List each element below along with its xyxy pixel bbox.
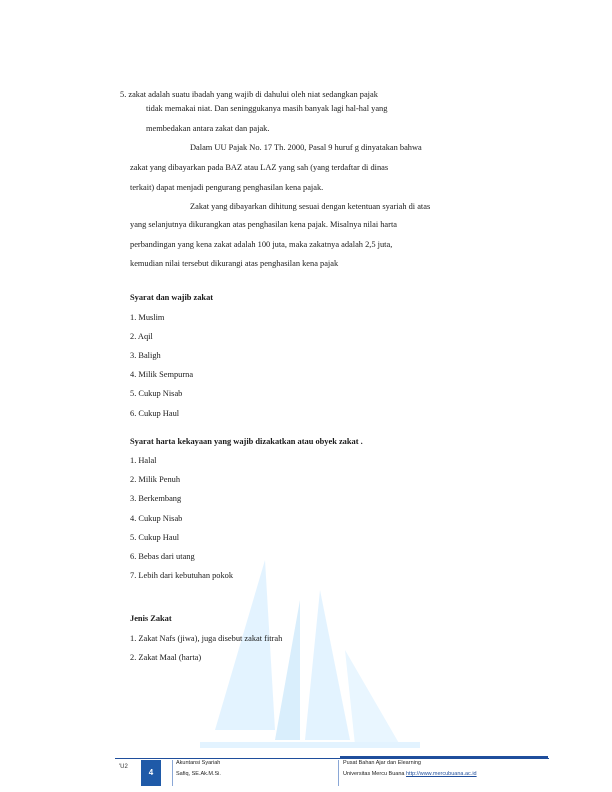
body-line: zakat yang dibayarkan pada BAZ atau LAZ yang sah (yang terdaftar di dinas [130,163,389,172]
section-heading: Jenis Zakat [130,614,172,623]
body-line: 5. zakat adalah suatu ibadah yang wajib di dahului oleh niat sedangkan pajak [120,90,378,99]
page-number: 4 [141,760,161,786]
footer-rule [340,756,548,758]
body-line: Dalam UU Pajak No. 17 Th. 2000, Pasal 9 huruf g dinyatakan bahwa [190,143,422,152]
list-item: 3. Berkembang [130,494,182,503]
university-logo: 'U2 [119,764,128,770]
list-item: 2. Zakat Maal (harta) [130,653,202,662]
university-name: Universitas Mercu Buana [343,771,405,777]
list-item: 4. Milik Sempurna [130,370,194,379]
author-name: Safiq, SE.Ak.M.Si. [176,771,221,777]
list-item: 6. Cukup Haul [130,409,180,418]
list-item: 4. Cukup Nisab [130,514,183,523]
body-line: perbandingan yang kena zakat adalah 100 juta, maka zakatnya adalah 2,5 juta, [130,240,393,249]
list-item: 5. Cukup Nisab [130,389,183,398]
list-item: 3. Baligh [130,351,161,360]
list-item: 2. Aqil [130,332,153,341]
footer-divider [338,760,339,786]
list-item: 6. Bebas dari utang [130,552,195,561]
page-footer [0,748,612,792]
body-line: tidak memakai niat. Dan seninggukanya masih banyak lagi hal-hal yang [146,104,388,113]
list-item: 1. Zakat Nafs (jiwa), juga disebut zakat fitrah [130,634,283,643]
list-item: 5. Cukup Haul [130,533,180,542]
footer-divider [172,760,173,786]
university-line [343,771,477,777]
course-title: Akuntansi Syariah [176,760,221,766]
section-heading: Syarat dan wajib zakat [130,293,214,302]
body-line: membedakan antara zakat dan pajak. [146,124,270,133]
list-item: 2. Milik Penuh [130,475,181,484]
body-line: yang selanjutnya dikurangkan atas penghasilan kena pajak. Misalnya nilai harta [130,220,397,229]
list-item: 1. Muslim [130,313,165,322]
body-line: terkait) dapat menjadi pengurang penghasilan kena pajak. [130,183,324,192]
university-link[interactable]: http://www.mercubuana.ac.id [405,771,477,777]
center-name: Pusat Bahan Ajar dan Elearning [343,760,421,766]
body-line: kemudian nilai tersebut dikurangi atas penghasilan kena pajak [130,259,339,268]
list-item: 7. Lebih dari kebutuhan pokok [130,571,234,580]
footer-rule [115,758,549,759]
body-line: Zakat yang dibayarkan dihitung sesuai dengan ketentuan syariah di atas [190,202,431,211]
section-heading: Syarat harta kekayaan yang wajib dizakatkan atau obyek zakat . [130,437,363,446]
list-item: 1. Halal [130,456,157,465]
